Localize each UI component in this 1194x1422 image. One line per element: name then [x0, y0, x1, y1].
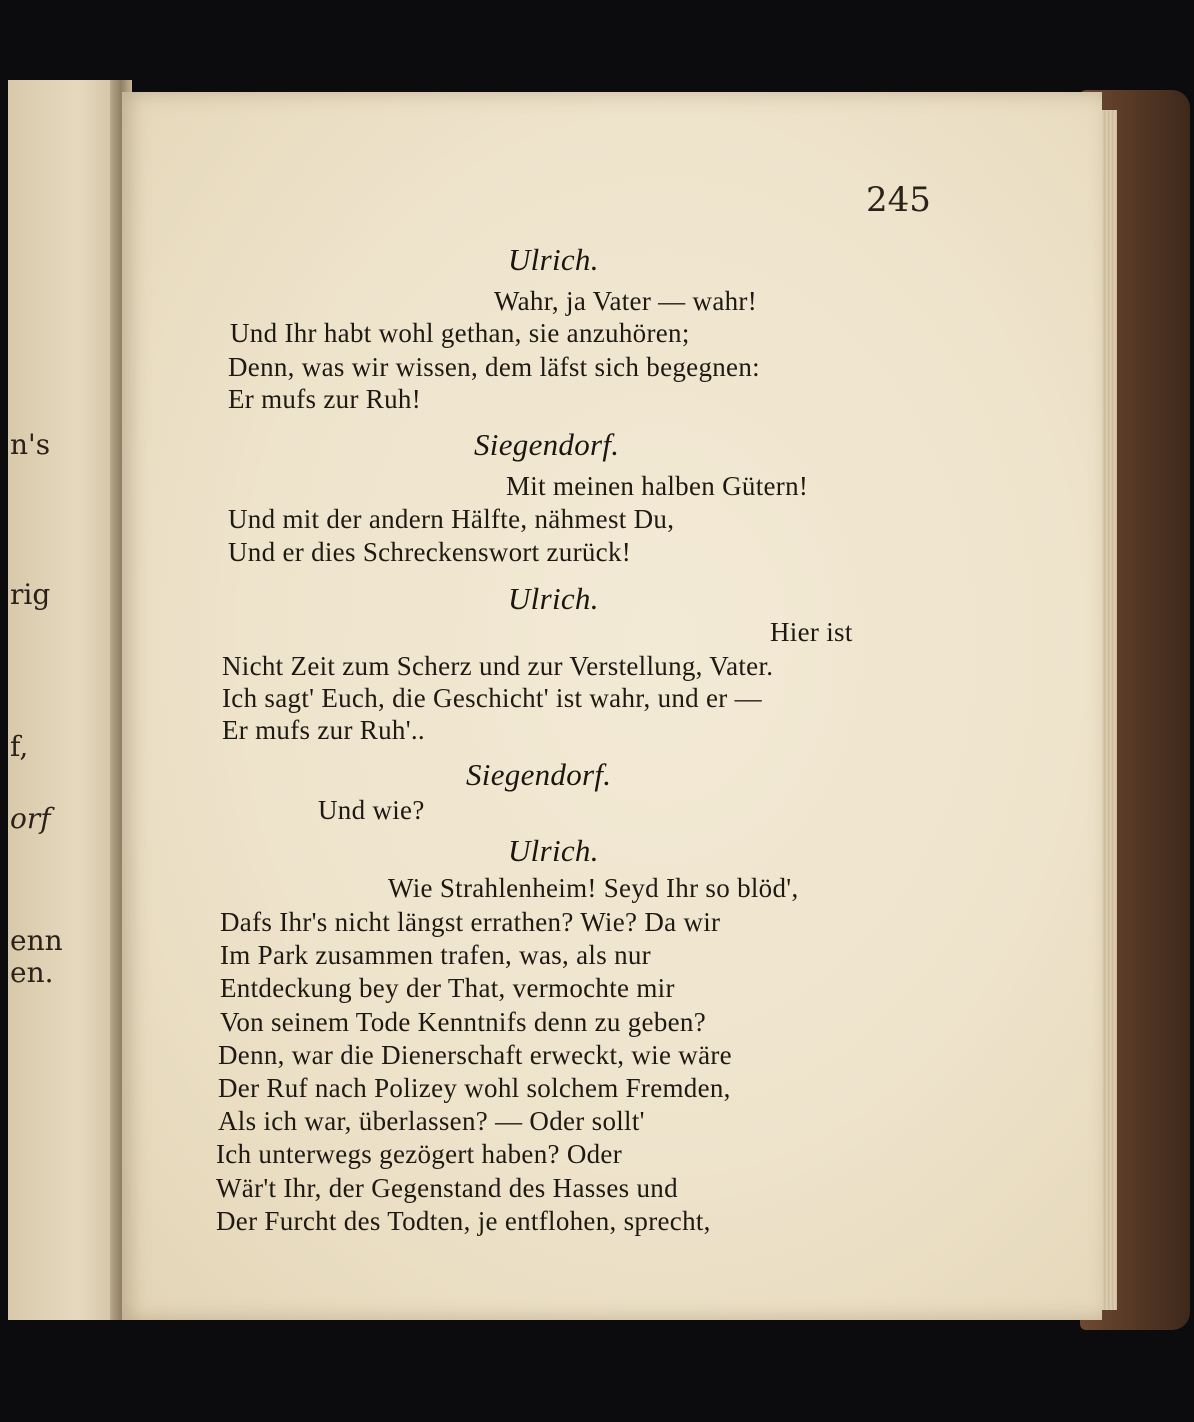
- verse-line: Er mufs zur Ruh!: [228, 384, 422, 414]
- verse-line: Hier ist: [770, 617, 853, 647]
- verse-line: Mit meinen halben Gütern!: [506, 471, 809, 501]
- left-page-text: en.: [10, 956, 54, 989]
- speaker-name: Ulrich.: [508, 581, 599, 616]
- verse-line: Als ich war, überlassen? — Oder sollt': [218, 1106, 645, 1136]
- left-page-text: orf: [10, 802, 51, 835]
- verse-line: Ich unterwegs gezögert haben? Oder: [216, 1139, 623, 1169]
- verse-line: Der Ruf nach Polizey wohl solchem Fremden,: [218, 1073, 731, 1103]
- verse-line: Wahr, ja Vater — wahr!: [494, 286, 757, 316]
- verse-line: Der Furcht des Todten, je entflohen, sprecht,: [216, 1206, 711, 1236]
- verse-line: Wie Strahlenheim! Seyd Ihr so blöd',: [388, 873, 799, 903]
- verse-line: Und mit der andern Hälfte, nähmest Du,: [228, 504, 675, 534]
- verse-line: Von seinem Tode Kenntnifs denn zu geben?: [220, 1007, 707, 1037]
- speaker-name: Ulrich.: [508, 833, 599, 868]
- left-page-text: rig: [10, 578, 51, 611]
- verse-line: Wär't Ihr, der Gegenstand des Hasses und: [216, 1173, 678, 1203]
- verse-line: Denn, was wir wissen, dem läfst sich begegnen:: [228, 352, 760, 382]
- verse-line: Und er dies Schreckenswort zurück!: [228, 537, 632, 567]
- left-page-text: n's: [10, 428, 51, 461]
- left-page-text: enn: [10, 924, 63, 957]
- verse-line: Entdeckung bey der That, vermochte mir: [220, 973, 675, 1003]
- speaker-name: Ulrich.: [508, 242, 599, 277]
- verse-line: Und wie?: [318, 795, 425, 825]
- speaker-name: Siegendorf.: [474, 427, 620, 462]
- speaker-name: Siegendorf.: [466, 757, 612, 792]
- verse-line: Im Park zusammen trafen, was, als nur: [220, 940, 651, 970]
- verse-line: Und Ihr habt wohl gethan, sie anzuhören;: [230, 318, 690, 348]
- verse-line: Denn, war die Dienerschaft erweckt, wie wäre: [218, 1040, 732, 1070]
- verse-line: Dafs Ihr's nicht längst errathen? Wie? Da wir: [220, 907, 721, 937]
- left-page-text: f,: [10, 730, 29, 763]
- verse-line: Nicht Zeit zum Scherz und zur Verstellung, Vater.: [222, 651, 774, 681]
- page-number: 245: [866, 180, 931, 220]
- verse-line: Er mufs zur Ruh'..: [222, 715, 425, 745]
- verse-line: Ich sagt' Euch, die Geschicht' ist wahr, und er —: [222, 683, 762, 713]
- left-page-fragment: [8, 80, 126, 1320]
